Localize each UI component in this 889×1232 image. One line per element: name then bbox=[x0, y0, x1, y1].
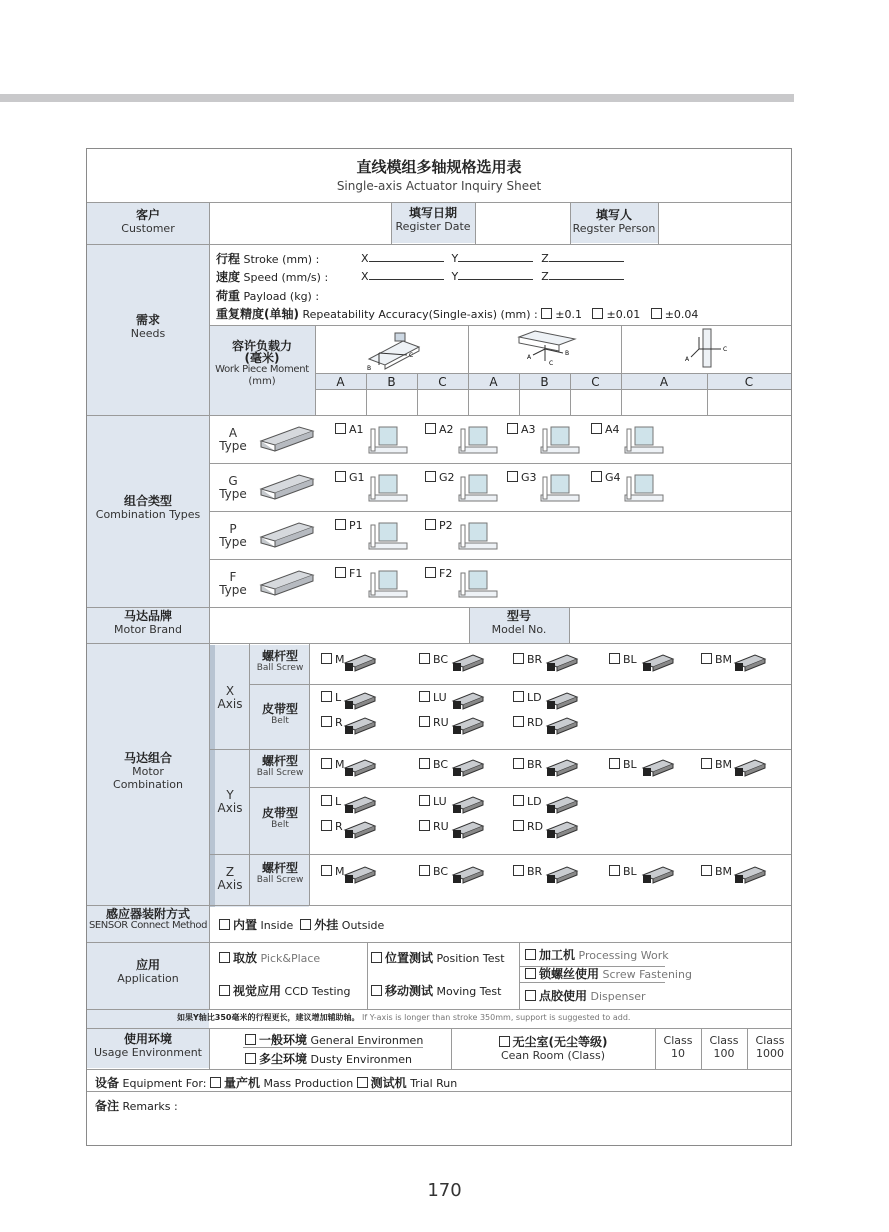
y-belt-option-ru[interactable]: RU bbox=[419, 820, 449, 833]
z-screw-br-icon bbox=[545, 863, 579, 885]
moment-diagram-y bbox=[515, 327, 585, 371]
class-1000[interactable]: Class 1000 bbox=[755, 1034, 785, 1060]
x-belt-lu-icon bbox=[451, 689, 485, 711]
sensor-options: 内置 Inside 外挂 Outside bbox=[219, 916, 384, 933]
y-belt-ru-icon bbox=[451, 818, 485, 840]
type-label-p: P Type bbox=[219, 522, 247, 549]
type-a-illustration bbox=[257, 419, 317, 459]
x-belt-r-icon bbox=[343, 714, 377, 736]
y-belt-ld-icon bbox=[545, 793, 579, 815]
motor-combination-label: 马达组合 Motor Combination bbox=[113, 751, 183, 791]
combo-option-a2[interactable]: A2 bbox=[425, 423, 454, 436]
moment-col-c1: C bbox=[438, 375, 447, 389]
type-label-g: G Type bbox=[219, 474, 247, 501]
y-belt-option-ld[interactable]: LD bbox=[513, 795, 542, 808]
combo-diagram-p2 bbox=[457, 519, 501, 553]
combo-diagram-a3 bbox=[539, 423, 583, 457]
svg-text:B: B bbox=[367, 365, 372, 371]
moment-col-a3: A bbox=[659, 375, 669, 389]
y-screw-m-icon bbox=[343, 756, 377, 778]
repeatability-row: 重复精度(单轴) Repeatability Accuracy(Single-axis) (mm) : ±0.1 ±0.01 ±0.04 bbox=[216, 307, 699, 321]
x-belt-option-r[interactable]: R bbox=[321, 716, 343, 729]
moment-label: 容许负载力 (毫米) Work Piece Moment (mm) bbox=[215, 339, 309, 387]
combo-diagram-g4 bbox=[623, 471, 667, 505]
x-screw-bl-icon bbox=[641, 651, 675, 673]
combo-option-a4[interactable]: A4 bbox=[591, 423, 620, 436]
y-screw-br-icon bbox=[545, 756, 579, 778]
usage-clean: 无尘室(无尘等级) Cean Room (Class) bbox=[451, 1034, 655, 1062]
combination-label: 组合类型 Combination Types bbox=[95, 494, 201, 521]
y-screw-option-bl[interactable]: BL bbox=[609, 758, 637, 771]
moment-col-c2: C bbox=[591, 375, 600, 389]
y-screw-bc-icon bbox=[451, 756, 485, 778]
svg-text:C: C bbox=[549, 360, 554, 367]
y-screw-bl-icon bbox=[641, 756, 675, 778]
dusty-checkbox[interactable] bbox=[245, 1053, 256, 1064]
acc-004-checkbox[interactable] bbox=[651, 308, 662, 319]
z-screw-option-m[interactable]: M bbox=[321, 865, 345, 878]
z-screw-bl-icon bbox=[641, 863, 675, 885]
moment-col-b2: B bbox=[540, 375, 549, 389]
z-axis-label: Z Axis bbox=[217, 865, 243, 892]
z-screw-bm-icon bbox=[733, 863, 767, 885]
sheet-title bbox=[87, 149, 791, 202]
x-belt-rd-icon bbox=[545, 714, 579, 736]
y-screw-option-bm[interactable]: BM bbox=[701, 758, 732, 771]
x-screw-option-m[interactable]: M bbox=[321, 653, 345, 666]
type-f-illustration bbox=[257, 563, 317, 603]
z-screw-m-icon bbox=[343, 863, 377, 885]
y-belt-l-icon bbox=[343, 793, 377, 815]
combo-diagram-a4 bbox=[623, 423, 667, 457]
ccd-checkbox[interactable] bbox=[219, 985, 230, 996]
note-row: 如果Y轴比350毫米的行程更长，建议增加辅助轴。 If Y-axis is longer than stroke 350mm, support is suggested to add. bbox=[177, 1013, 631, 1022]
svg-text:B: B bbox=[565, 350, 570, 357]
x-belt-label: 皮带型 Belt bbox=[261, 702, 298, 726]
usage-label: 使用环境 Usage Environment bbox=[93, 1032, 202, 1059]
pick-checkbox[interactable] bbox=[219, 952, 230, 963]
stroke-row: 行程 Stroke (mm) : bbox=[216, 252, 320, 266]
moment-col-c3: C bbox=[744, 375, 754, 389]
moment-col-a1: A bbox=[336, 375, 345, 389]
y-belt-lu-icon bbox=[451, 793, 485, 815]
y-screw-option-m[interactable]: M bbox=[321, 758, 345, 771]
y-belt-option-r[interactable]: R bbox=[321, 820, 343, 833]
acc-001-checkbox[interactable] bbox=[592, 308, 603, 319]
z-screw-bc-icon bbox=[451, 863, 485, 885]
sensor-label: 感应器装附方式 SENSOR Connect Method bbox=[88, 907, 208, 931]
combo-diagram-f1 bbox=[367, 567, 411, 601]
title-cn: 直线模组多轴规格选用表 bbox=[356, 158, 522, 176]
z-screw-option-bl[interactable]: BL bbox=[609, 865, 637, 878]
y-belt-option-l[interactable]: L bbox=[321, 795, 341, 808]
x-belt-option-ru[interactable]: RU bbox=[419, 716, 449, 729]
app-screw: 锁螺丝使用 Screw Fastening bbox=[525, 965, 692, 982]
x-screw-bm-icon bbox=[733, 651, 767, 673]
type-g-illustration bbox=[257, 467, 317, 507]
clean-checkbox[interactable] bbox=[499, 1036, 510, 1047]
x-belt-option-rd[interactable]: RD bbox=[513, 716, 543, 729]
customer-label: 客户 Customer bbox=[121, 208, 175, 235]
type-p-illustration bbox=[257, 515, 317, 555]
position-checkbox[interactable] bbox=[371, 952, 382, 963]
moving-checkbox[interactable] bbox=[371, 985, 382, 996]
x-screw-m-icon bbox=[343, 651, 377, 673]
general-checkbox[interactable] bbox=[245, 1034, 256, 1045]
equipment-row: 设备 Equipment For: 量产机 Mass Production 测试机 Trial Run bbox=[95, 1076, 458, 1090]
type-label-a: A Type bbox=[219, 426, 247, 453]
screw-checkbox[interactable] bbox=[525, 968, 536, 979]
y-belt-option-lu[interactable]: LU bbox=[419, 795, 447, 808]
register-date-label: 填写日期 Register Date bbox=[395, 206, 471, 233]
payload-row: 荷重 Payload (kg) : bbox=[216, 289, 320, 303]
header-bar bbox=[0, 94, 794, 102]
combo-option-a1[interactable]: A1 bbox=[335, 423, 364, 436]
combo-option-p2[interactable]: P2 bbox=[425, 519, 453, 532]
moment-col-a2: A bbox=[489, 375, 498, 389]
class-10[interactable]: Class 10 bbox=[663, 1034, 693, 1060]
z-screw-option-br[interactable]: BR bbox=[513, 865, 542, 878]
moment-col-b1: B bbox=[387, 375, 396, 389]
svg-text:A: A bbox=[685, 356, 690, 363]
x-screw-br-icon bbox=[545, 651, 579, 673]
y-belt-r-icon bbox=[343, 818, 377, 840]
combo-option-p1[interactable]: P1 bbox=[335, 519, 363, 532]
inquiry-sheet bbox=[86, 148, 792, 1146]
x-screw-option-bc[interactable]: BC bbox=[419, 653, 448, 666]
svg-text:A: A bbox=[527, 354, 532, 361]
svg-text:C: C bbox=[409, 352, 414, 359]
y-belt-option-rd[interactable]: RD bbox=[513, 820, 543, 833]
z-ballscrew-label: 螺杆型 Ball Screw bbox=[256, 861, 304, 885]
application-label: 应用 Application bbox=[117, 958, 179, 985]
x-belt-option-ld[interactable]: LD bbox=[513, 691, 542, 704]
x-ballscrew-label: 螺杆型 Ball Screw bbox=[256, 649, 304, 673]
combo-option-g3[interactable]: G3 bbox=[507, 471, 537, 484]
app-dispenser: 点胶使用 Dispenser bbox=[525, 987, 646, 1004]
y-belt-label: 皮带型 Belt bbox=[261, 806, 298, 830]
remarks-row: 备注 Remarks : bbox=[95, 1099, 178, 1113]
needs-label: 需求 Needs bbox=[130, 313, 166, 340]
combo-diagram-a2 bbox=[457, 423, 501, 457]
moment-diagram-z bbox=[681, 327, 741, 371]
usage-dusty: 多尘环境 Dusty Environmen bbox=[245, 1050, 412, 1067]
x-screw-option-bm[interactable]: BM bbox=[701, 653, 732, 666]
trial-run-checkbox[interactable] bbox=[357, 1077, 368, 1088]
moment-diagram-x bbox=[363, 329, 433, 371]
x-belt-option-l[interactable]: L bbox=[321, 691, 341, 704]
combo-option-g2[interactable]: G2 bbox=[425, 471, 455, 484]
page-number: 170 bbox=[427, 1180, 462, 1201]
combo-diagram-g3 bbox=[539, 471, 583, 505]
combo-option-a3[interactable]: A3 bbox=[507, 423, 536, 436]
y-screw-bm-icon bbox=[733, 756, 767, 778]
mass-production-checkbox[interactable] bbox=[210, 1077, 221, 1088]
combo-diagram-f2 bbox=[457, 567, 501, 601]
app-position: 位置测试 Position Test bbox=[371, 949, 505, 966]
usage-general: 一般环境 General Environmen bbox=[245, 1031, 423, 1048]
speed-fields[interactable]: X Y Z bbox=[361, 269, 632, 283]
processing-checkbox[interactable] bbox=[525, 949, 536, 960]
motor-brand-label: 马达品牌 Motor Brand bbox=[113, 609, 183, 636]
stroke-fields[interactable]: X Y Z bbox=[361, 251, 632, 265]
y-axis-label: Y Axis bbox=[217, 788, 243, 815]
combo-option-f1[interactable]: F1 bbox=[335, 567, 362, 580]
combo-diagram-g1 bbox=[367, 471, 411, 505]
x-screw-option-bl[interactable]: BL bbox=[609, 653, 637, 666]
x-axis-label: X Axis bbox=[217, 684, 243, 711]
combo-diagram-a1 bbox=[367, 423, 411, 457]
sensor-inside-checkbox[interactable] bbox=[219, 919, 230, 930]
z-screw-option-bc[interactable]: BC bbox=[419, 865, 448, 878]
combo-option-g1[interactable]: G1 bbox=[335, 471, 365, 484]
app-pick: 取放 Pick&Place bbox=[219, 949, 320, 966]
app-moving: 移动测试 Moving Test bbox=[371, 982, 501, 999]
speed-row: 速度 Speed (mm/s) : bbox=[216, 270, 329, 284]
title-en: Single-axis Actuator Inquiry Sheet bbox=[336, 179, 542, 193]
z-screw-option-bm[interactable]: BM bbox=[701, 865, 732, 878]
x-belt-ru-icon bbox=[451, 714, 485, 736]
combo-option-f2[interactable]: F2 bbox=[425, 567, 452, 580]
type-label-f: F Type bbox=[219, 570, 247, 597]
combo-option-g4[interactable]: G4 bbox=[591, 471, 621, 484]
class-100[interactable]: Class 100 bbox=[709, 1034, 739, 1060]
combo-diagram-p1 bbox=[367, 519, 411, 553]
sensor-outside-checkbox[interactable] bbox=[300, 919, 311, 930]
x-screw-bc-icon bbox=[451, 651, 485, 673]
x-screw-option-br[interactable]: BR bbox=[513, 653, 542, 666]
combo-diagram-g2 bbox=[457, 471, 501, 505]
svg-text:C: C bbox=[723, 346, 728, 353]
app-ccd: 视觉应用 CCD Testing bbox=[219, 982, 351, 999]
y-screw-option-br[interactable]: BR bbox=[513, 758, 542, 771]
dispenser-checkbox[interactable] bbox=[525, 990, 536, 1001]
register-person-label: 填写人 Regster Person bbox=[572, 208, 656, 235]
remarks-field[interactable] bbox=[187, 1095, 783, 1139]
y-belt-rd-icon bbox=[545, 818, 579, 840]
acc-01-checkbox[interactable] bbox=[541, 308, 552, 319]
app-processing: 加工机 Processing Work bbox=[525, 946, 669, 963]
x-belt-ld-icon bbox=[545, 689, 579, 711]
model-no-label: 型号 Model No. bbox=[491, 609, 547, 636]
x-belt-l-icon bbox=[343, 689, 377, 711]
x-belt-option-lu[interactable]: LU bbox=[419, 691, 447, 704]
y-ballscrew-label: 螺杆型 Ball Screw bbox=[256, 754, 304, 778]
y-screw-option-bc[interactable]: BC bbox=[419, 758, 448, 771]
